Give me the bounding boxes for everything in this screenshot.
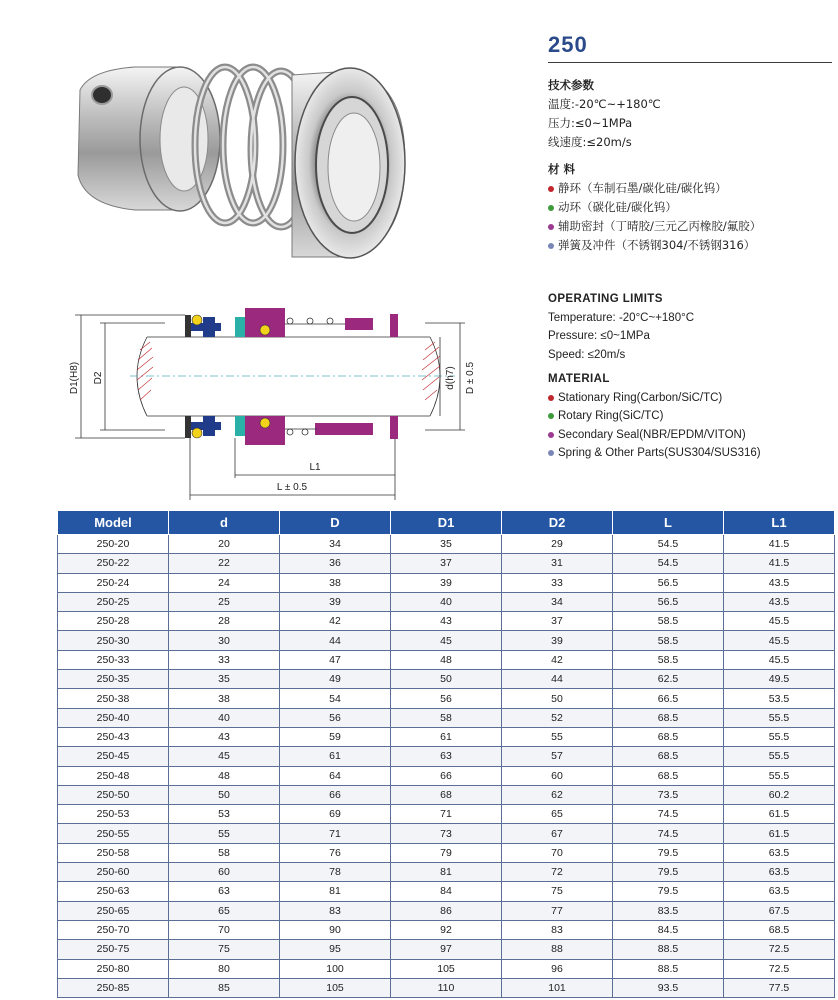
table-cell: 250-35 (58, 670, 169, 689)
table-cell: 75 (169, 940, 280, 959)
table-row (58, 592, 835, 611)
table-cell: 55 (169, 824, 280, 843)
table-cell: 68 (391, 785, 502, 804)
table-cell: 55.5 (724, 727, 835, 746)
column-header: D1 (391, 511, 502, 535)
table-cell: 57 (502, 747, 613, 766)
en-pressure: Pressure: ≤0~1MPa (548, 330, 650, 342)
table-cell: 250-38 (58, 689, 169, 708)
table-cell: 60 (169, 863, 280, 882)
table-cell: 250-28 (58, 612, 169, 631)
column-header: D2 (502, 511, 613, 535)
table-cell: 65 (502, 805, 613, 824)
table-cell: 250-60 (58, 863, 169, 882)
table-cell: 71 (280, 824, 391, 843)
table-cell: 250-70 (58, 920, 169, 939)
label-d2: D2 (93, 371, 104, 385)
table-cell: 250-30 (58, 631, 169, 650)
table-cell: 34 (502, 592, 613, 611)
table-cell: 83 (502, 920, 613, 939)
table-cell: 68.5 (613, 766, 724, 785)
table-cell: 101 (502, 978, 613, 997)
table-cell: 60.2 (724, 785, 835, 804)
table-cell: 68.5 (613, 727, 724, 746)
table-cell: 250-22 (58, 554, 169, 573)
en-speed: Speed: ≤20m/s (548, 348, 626, 361)
table-cell: 56 (280, 708, 391, 727)
table-cell: 105 (391, 959, 502, 978)
label-d1: D1(H8) (69, 361, 80, 395)
table-cell: 72.5 (724, 959, 835, 978)
table-cell: 34 (280, 535, 391, 554)
table-cell: 83.5 (613, 901, 724, 920)
table-cell: 250-50 (58, 785, 169, 804)
table-cell: 64 (280, 766, 391, 785)
table-cell: 110 (391, 978, 502, 997)
table-cell: 63 (169, 882, 280, 901)
table-cell: 58 (169, 843, 280, 862)
table-cell: 63.5 (724, 863, 835, 882)
table-cell: 67 (502, 824, 613, 843)
table-cell: 70 (169, 920, 280, 939)
table-row (58, 747, 835, 766)
table-cell: 68.5 (724, 920, 835, 939)
dimension-table (57, 510, 835, 998)
en-material-item: Rotary Ring(SiC/TC) (548, 407, 833, 426)
table-cell: 79 (391, 843, 502, 862)
table-cell: 53.5 (724, 689, 835, 708)
table-row (58, 863, 835, 882)
table-row (58, 727, 835, 746)
table-row (58, 708, 835, 727)
table-cell: 250-24 (58, 573, 169, 592)
purple-bullet-icon (548, 432, 554, 438)
table-cell: 45.5 (724, 650, 835, 669)
table-cell: 65 (169, 901, 280, 920)
table-cell: 50 (391, 670, 502, 689)
table-cell: 50 (169, 785, 280, 804)
table-cell: 250-48 (58, 766, 169, 785)
green-bullet-icon (548, 205, 554, 211)
table-cell: 250-63 (58, 882, 169, 901)
table-cell: 250-53 (58, 805, 169, 824)
table-cell: 88.5 (613, 959, 724, 978)
table-cell: 30 (169, 631, 280, 650)
table-cell: 73.5 (613, 785, 724, 804)
table-row (58, 535, 835, 554)
purple-bullet-icon (548, 224, 554, 230)
table-cell: 250-33 (58, 650, 169, 669)
table-cell: 55.5 (724, 766, 835, 785)
table-cell: 55 (502, 727, 613, 746)
table-row (58, 612, 835, 631)
title-divider (548, 62, 832, 63)
table-cell: 41.5 (724, 535, 835, 554)
table-cell: 59 (280, 727, 391, 746)
table-cell: 58.5 (613, 650, 724, 669)
table-cell: 92 (391, 920, 502, 939)
table-cell: 56 (391, 689, 502, 708)
table-cell: 45.5 (724, 631, 835, 650)
table-row (58, 920, 835, 939)
table-cell: 97 (391, 940, 502, 959)
table-row (58, 631, 835, 650)
table-cell: 66 (280, 785, 391, 804)
cn-material-item: 弹簧及冲件（不锈钢304/不锈钢316） (548, 236, 833, 255)
technical-drawing (55, 290, 525, 505)
table-cell: 71 (391, 805, 502, 824)
en-material-item: Stationary Ring(Carbon/SiC/TC) (548, 389, 833, 408)
table-cell: 53 (169, 805, 280, 824)
product-photo (60, 45, 420, 270)
table-cell: 20 (169, 535, 280, 554)
table-cell: 39 (391, 573, 502, 592)
table-cell: 58 (391, 708, 502, 727)
operating-limits-heading: OPERATING LIMITS (548, 293, 663, 305)
table-cell: 72.5 (724, 940, 835, 959)
table-cell: 25 (169, 592, 280, 611)
table-cell: 88 (502, 940, 613, 959)
table-cell: 35 (169, 670, 280, 689)
model-title: 250 (548, 32, 588, 57)
table-cell: 50 (502, 689, 613, 708)
table-cell: 61.5 (724, 824, 835, 843)
table-cell: 52 (502, 708, 613, 727)
column-header: Model (58, 511, 169, 535)
table-cell: 95 (280, 940, 391, 959)
table-cell: 81 (280, 882, 391, 901)
table-cell: 81 (391, 863, 502, 882)
table-cell: 35 (391, 535, 502, 554)
table-cell: 60 (502, 766, 613, 785)
table-cell: 69 (280, 805, 391, 824)
table-cell: 56.5 (613, 573, 724, 592)
table-row (58, 805, 835, 824)
table-cell: 37 (391, 554, 502, 573)
table-cell: 38 (280, 573, 391, 592)
table-cell: 72 (502, 863, 613, 882)
table-row (58, 940, 835, 959)
cn-temperature: 温度:-20℃~+180℃ (548, 97, 661, 111)
table-cell: 96 (502, 959, 613, 978)
table-cell: 63.5 (724, 882, 835, 901)
table-cell: 55.5 (724, 708, 835, 727)
table-cell: 66 (391, 766, 502, 785)
table-row (58, 882, 835, 901)
label-l1: L1 (309, 462, 321, 473)
table-cell: 77.5 (724, 978, 835, 997)
table-cell: 43 (169, 727, 280, 746)
table-cell: 42 (280, 612, 391, 631)
table-cell: 68.5 (613, 708, 724, 727)
table-cell: 84.5 (613, 920, 724, 939)
column-header: D (280, 511, 391, 535)
table-cell: 68.5 (613, 747, 724, 766)
table-cell: 250-65 (58, 901, 169, 920)
table-cell: 83 (280, 901, 391, 920)
label-d-tolerance: D ± 0.5 (465, 361, 476, 395)
column-header: L (613, 511, 724, 535)
table-cell: 61.5 (724, 805, 835, 824)
table-cell: 66.5 (613, 689, 724, 708)
column-header: d (169, 511, 280, 535)
label-l: L ± 0.5 (276, 482, 308, 493)
table-cell: 44 (502, 670, 613, 689)
table-cell: 54 (280, 689, 391, 708)
table-body (58, 535, 835, 998)
table-cell: 63.5 (724, 843, 835, 862)
red-bullet-icon (548, 186, 554, 192)
table-cell: 61 (280, 747, 391, 766)
label-d: d(h7) (445, 366, 456, 390)
cn-materials-heading: 材 料 (548, 162, 576, 176)
chinese-specs (548, 76, 833, 255)
table-cell: 31 (502, 554, 613, 573)
table-cell: 41.5 (724, 554, 835, 573)
table-cell: 84 (391, 882, 502, 901)
table-row (58, 766, 835, 785)
table-cell: 80 (169, 959, 280, 978)
table-cell: 78 (280, 863, 391, 882)
table-row (58, 843, 835, 862)
table-cell: 49 (280, 670, 391, 689)
cn-material-item: 辅助密封（丁晴胶/三元乙丙橡胶/氟胶） (548, 217, 833, 236)
en-temperature: Temperature: -20°C~+180°C (548, 311, 694, 324)
table-row (58, 689, 835, 708)
table-cell: 49.5 (724, 670, 835, 689)
table-cell: 45 (169, 747, 280, 766)
table-cell: 36 (280, 554, 391, 573)
table-cell: 48 (169, 766, 280, 785)
english-specs (548, 290, 833, 463)
table-cell: 55.5 (724, 747, 835, 766)
en-material-item: Secondary Seal(NBR/EPDM/VITON) (548, 426, 833, 445)
table-header-row (58, 511, 835, 535)
table-row (58, 901, 835, 920)
table-cell: 40 (391, 592, 502, 611)
blue-bullet-icon (548, 450, 554, 456)
table-cell: 70 (502, 843, 613, 862)
table-cell: 43.5 (724, 592, 835, 611)
table-cell: 45 (391, 631, 502, 650)
table-cell: 250-55 (58, 824, 169, 843)
table-cell: 250-20 (58, 535, 169, 554)
table-cell: 29 (502, 535, 613, 554)
table-cell: 79.5 (613, 843, 724, 862)
table-row (58, 785, 835, 804)
table-cell: 37 (502, 612, 613, 631)
seal-section-top (185, 308, 398, 337)
column-header: L1 (724, 511, 835, 535)
table-cell: 43 (391, 612, 502, 631)
table-cell: 86 (391, 901, 502, 920)
table-cell: 33 (502, 573, 613, 592)
table-cell: 38 (169, 689, 280, 708)
seal-section-bottom (185, 416, 398, 445)
table-cell: 75 (502, 882, 613, 901)
table-cell: 45.5 (724, 612, 835, 631)
table-cell: 73 (391, 824, 502, 843)
table-cell: 48 (391, 650, 502, 669)
table-row (58, 554, 835, 573)
table-cell: 77 (502, 901, 613, 920)
table-cell: 250-85 (58, 978, 169, 997)
table-cell: 76 (280, 843, 391, 862)
table-cell: 90 (280, 920, 391, 939)
table-cell: 61 (391, 727, 502, 746)
table-cell: 24 (169, 573, 280, 592)
table-cell: 58.5 (613, 612, 724, 631)
table-cell: 43.5 (724, 573, 835, 592)
table-row (58, 573, 835, 592)
table-cell: 33 (169, 650, 280, 669)
table-cell: 100 (280, 959, 391, 978)
table-cell: 54.5 (613, 535, 724, 554)
table-cell: 63 (391, 747, 502, 766)
table-cell: 74.5 (613, 824, 724, 843)
table-cell: 39 (280, 592, 391, 611)
cn-material-item: 静环（车制石墨/碳化硅/碳化钨） (548, 179, 833, 198)
table-cell: 56.5 (613, 592, 724, 611)
table-cell: 67.5 (724, 901, 835, 920)
green-bullet-icon (548, 413, 554, 419)
table-cell: 62 (502, 785, 613, 804)
table-cell: 250-75 (58, 940, 169, 959)
table-row (58, 824, 835, 843)
table-cell: 93.5 (613, 978, 724, 997)
table-cell: 47 (280, 650, 391, 669)
table-row (58, 959, 835, 978)
blue-bullet-icon (548, 243, 554, 249)
table-cell: 39 (502, 631, 613, 650)
table-cell: 250-80 (58, 959, 169, 978)
table-cell: 58.5 (613, 631, 724, 650)
table-cell: 250-40 (58, 708, 169, 727)
table-cell: 54.5 (613, 554, 724, 573)
table-cell: 250-58 (58, 843, 169, 862)
table-cell: 88.5 (613, 940, 724, 959)
tech-params-heading: 技术参数 (548, 78, 594, 92)
red-bullet-icon (548, 395, 554, 401)
table-cell: 62.5 (613, 670, 724, 689)
table-cell: 22 (169, 554, 280, 573)
table-cell: 79.5 (613, 863, 724, 882)
cn-material-item: 动环（碳化硅/碳化钨） (548, 198, 833, 217)
table-cell: 250-43 (58, 727, 169, 746)
table-row (58, 670, 835, 689)
table-cell: 105 (280, 978, 391, 997)
table-cell: 74.5 (613, 805, 724, 824)
material-heading: MATERIAL (548, 373, 610, 385)
table-cell: 42 (502, 650, 613, 669)
cn-pressure: 压力:≤0~1MPa (548, 116, 633, 130)
table-cell: 79.5 (613, 882, 724, 901)
table-row (58, 650, 835, 669)
en-material-item: Spring & Other Parts(SUS304/SUS316) (548, 444, 833, 463)
table-cell: 85 (169, 978, 280, 997)
table-cell: 250-25 (58, 592, 169, 611)
table-cell: 28 (169, 612, 280, 631)
table-row (58, 978, 835, 997)
table-cell: 40 (169, 708, 280, 727)
table-cell: 44 (280, 631, 391, 650)
cn-speed: 线速度:≤20m/s (548, 135, 632, 149)
table-cell: 250-45 (58, 747, 169, 766)
